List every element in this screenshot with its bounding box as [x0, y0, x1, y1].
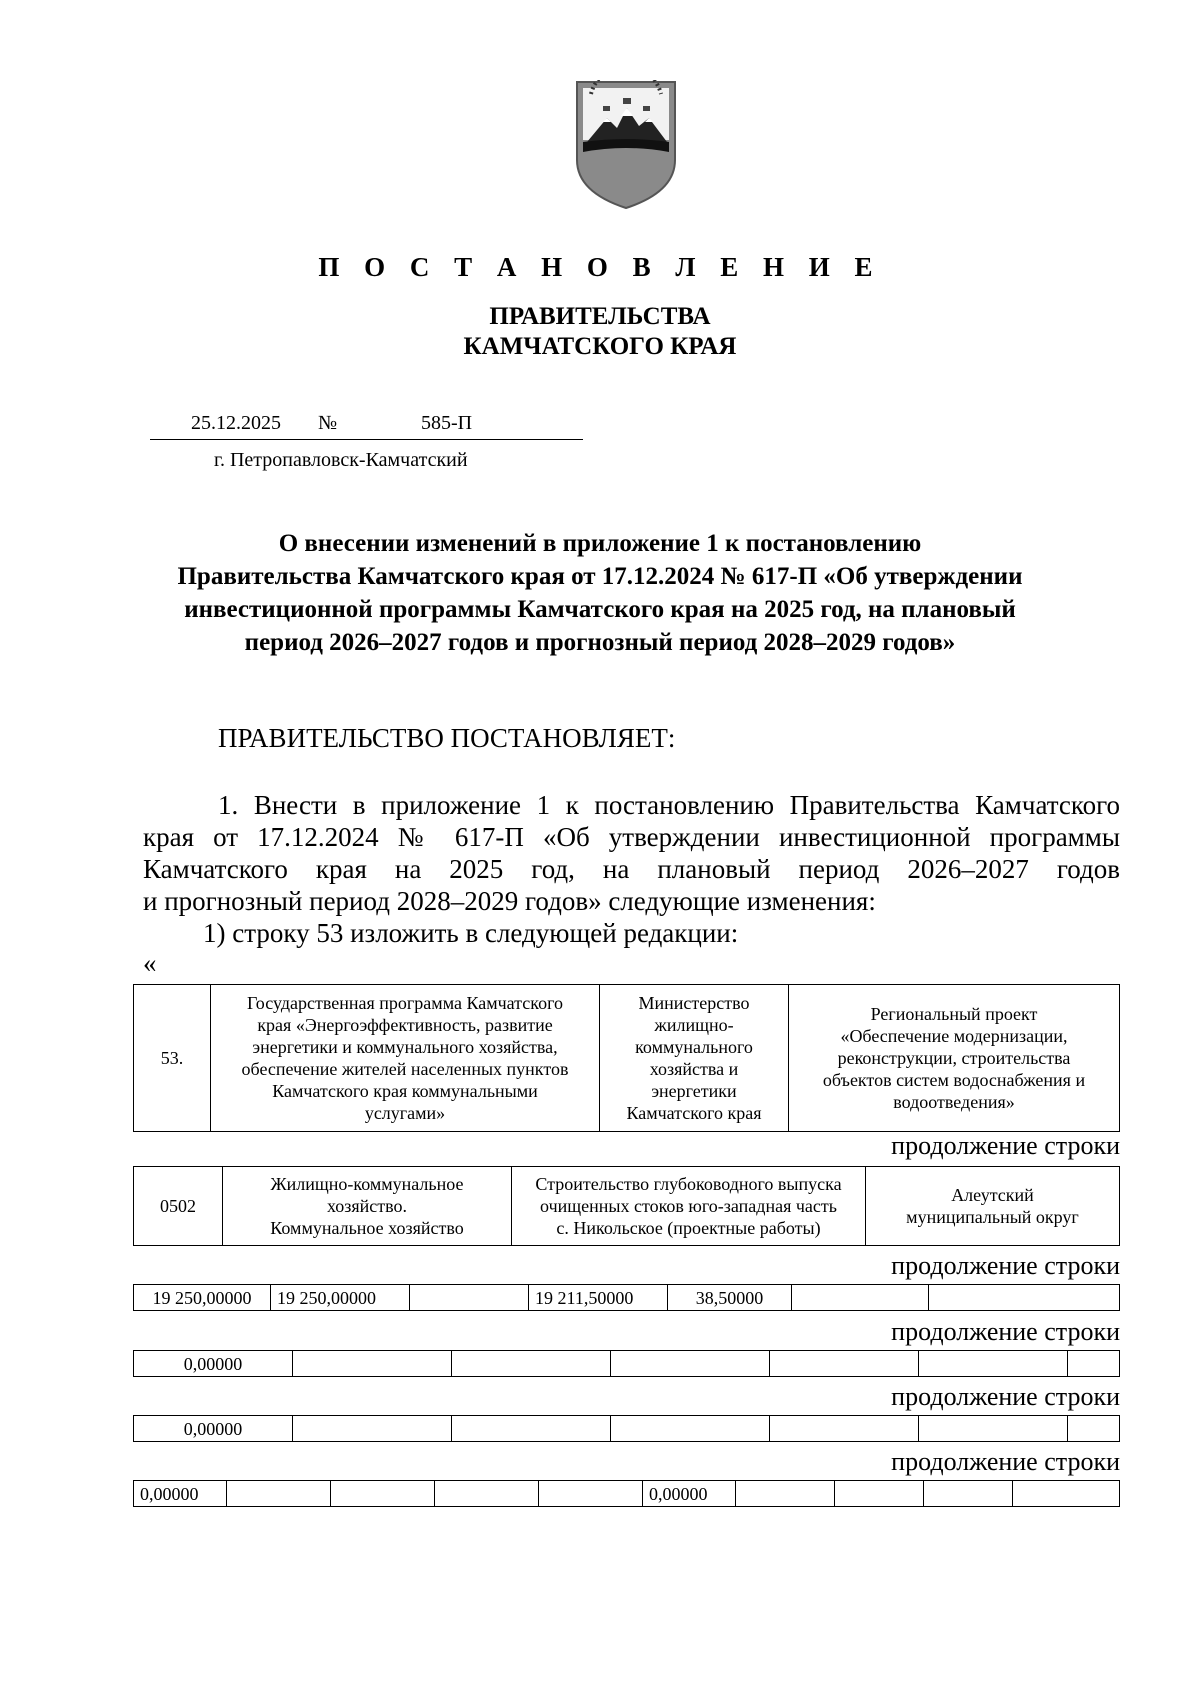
- paragraph-line: 1. Внести в приложение 1 к постановлению Правительства Камчатского: [218, 790, 1120, 820]
- table-cell: 19 250,00000: [271, 1285, 410, 1311]
- subitem-1: 1) строку 53 изложить в следующей редакции:: [203, 918, 739, 948]
- paragraph-line: Камчатского края на 2025 год, на плановый период 2026–2027 годов: [143, 854, 1120, 884]
- table-cell: 19 250,00000: [134, 1285, 271, 1311]
- decree-statement: ПРАВИТЕЛЬСТВО ПОСТАНОВЛЯЕТ:: [218, 723, 676, 753]
- table-cell: [792, 1285, 929, 1311]
- cell-line: энергетики и коммунального хозяйства,: [252, 1037, 558, 1057]
- cell-line: водоотведения»: [893, 1092, 1015, 1112]
- cell-line: Министерство: [638, 993, 750, 1013]
- paragraph-line: края от 17.12.2024 № 617-П «Об утверждении инвестиционной программы: [143, 822, 1120, 852]
- table-cell: 0,00000: [134, 1416, 293, 1442]
- row-continuation-label: продолжение строки: [891, 1382, 1120, 1411]
- heading-line: период 2026–2027 годов и прогнозный период 2028–2029 годов»: [244, 629, 956, 656]
- cell-line: обеспечение жителей населенных пунктов: [241, 1059, 569, 1079]
- row-continuation-label: продолжение строки: [891, 1317, 1120, 1346]
- date-number-line: [150, 409, 583, 440]
- table-cell-ministry: [600, 985, 789, 1132]
- table-cell-project: [789, 985, 1120, 1132]
- table-cell: [611, 1351, 770, 1377]
- document-heading: [100, 527, 1100, 659]
- cell-line: Жилищно-коммунальное: [270, 1174, 464, 1194]
- paragraph-1: [143, 789, 1120, 917]
- heading-line: инвестиционной программы Камчатского края на 2025 год, на плановый: [184, 596, 1016, 623]
- cell-line: «Обеспечение модернизации,: [840, 1026, 1068, 1046]
- opening-quote: «: [143, 948, 157, 978]
- table-cell: 38,50000: [668, 1285, 792, 1311]
- city-name: г. Петропавловск-Камчатский: [214, 449, 468, 471]
- cell-line: Региональный проект: [870, 1004, 1038, 1024]
- table-cell-municipality: [866, 1167, 1120, 1246]
- cell-line: Камчатского края: [626, 1103, 762, 1123]
- table-cell: 0,00000: [134, 1351, 293, 1377]
- row-table-2: [133, 1166, 1120, 1246]
- table-cell: [331, 1481, 435, 1507]
- table-cell: [770, 1351, 919, 1377]
- row-continuation-label: продолжение строки: [891, 1447, 1120, 1476]
- cell-line: Камчатского края коммунальными: [272, 1081, 538, 1101]
- cell-line: коммунального: [635, 1037, 753, 1057]
- row-continuation-label: продолжение строки: [891, 1131, 1120, 1160]
- row-table-3: [133, 1284, 1120, 1311]
- paragraph-line: и прогнозный период 2028–2029 годов» следующие изменения:: [143, 886, 876, 916]
- table-cell: [435, 1481, 539, 1507]
- row-table-1: [133, 984, 1120, 1132]
- table-cell: [452, 1351, 611, 1377]
- table-cell: [410, 1285, 529, 1311]
- cell-line: с. Никольское (проектные работы): [556, 1218, 821, 1238]
- number-label: №: [318, 412, 338, 434]
- table-cell-row-number: 53.: [134, 985, 211, 1132]
- document-date: 25.12.2025: [191, 412, 281, 434]
- cell-line: муниципальный округ: [906, 1207, 1079, 1227]
- cell-line: энергетики: [651, 1081, 737, 1101]
- document-number: 585-П: [421, 412, 473, 434]
- heading-line: О внесении изменений в приложение 1 к постановлению: [278, 530, 922, 557]
- table-cell: 0,00000: [134, 1481, 227, 1507]
- table-cell: [736, 1481, 835, 1507]
- cell-line: хозяйство.: [326, 1196, 408, 1216]
- table-cell: [919, 1351, 1068, 1377]
- heading-line: Правительства Камчатского края от 17.12.2024 № 617-П «Об утверждении: [177, 563, 1023, 590]
- table-cell: [1013, 1481, 1120, 1507]
- table-cell: [293, 1416, 452, 1442]
- table-cell: [539, 1481, 643, 1507]
- table-cell-object: [512, 1167, 866, 1246]
- table-cell-program: [211, 985, 600, 1132]
- table-cell: [919, 1416, 1068, 1442]
- cell-line: услугами»: [364, 1103, 446, 1123]
- table-cell: [1068, 1416, 1120, 1442]
- org-name-line2: КАМЧАТСКОГО КРАЯ: [463, 333, 737, 360]
- table-cell: [929, 1285, 1120, 1311]
- cell-line: жилищно-: [654, 1015, 734, 1035]
- org-name-line1: ПРАВИТЕЛЬСТВА: [489, 303, 711, 330]
- row-table-5: [133, 1415, 1120, 1442]
- cell-line: очищенных стоков юго-западная часть: [540, 1196, 837, 1216]
- cell-line: края «Энергоэффективность, развитие: [257, 1015, 553, 1035]
- cell-line: Коммунальное хозяйство: [270, 1218, 464, 1238]
- cell-line: Государственная программа Камчатского: [246, 993, 564, 1013]
- cell-line: реконструкции, строительства: [837, 1048, 1071, 1068]
- table-cell: 19 211,50000: [529, 1285, 668, 1311]
- table-cell-section: [223, 1167, 512, 1246]
- table-cell: [293, 1351, 452, 1377]
- table-cell: [835, 1481, 924, 1507]
- table-cell-code: 0502: [134, 1167, 223, 1246]
- table-cell: 0,00000: [643, 1481, 736, 1507]
- table-cell: [227, 1481, 331, 1507]
- document-type-title: П О С Т А Н О В Л Е Н И Е: [318, 252, 882, 282]
- row-table-6: [133, 1480, 1120, 1507]
- cell-line: хозяйства и: [649, 1059, 739, 1079]
- table-cell: [452, 1416, 611, 1442]
- table-cell: [770, 1416, 919, 1442]
- cell-line: Алеутский: [951, 1185, 1034, 1205]
- table-cell: [924, 1481, 1013, 1507]
- table-cell: [611, 1416, 770, 1442]
- table-cell: [1068, 1351, 1120, 1377]
- cell-line: Строительство глубоководного выпуска: [535, 1174, 842, 1194]
- coat-of-arms-emblem: [573, 80, 679, 210]
- row-table-4: [133, 1350, 1120, 1377]
- row-continuation-label: продолжение строки: [891, 1251, 1120, 1280]
- cell-line: объектов систем водоснабжения и: [822, 1070, 1086, 1090]
